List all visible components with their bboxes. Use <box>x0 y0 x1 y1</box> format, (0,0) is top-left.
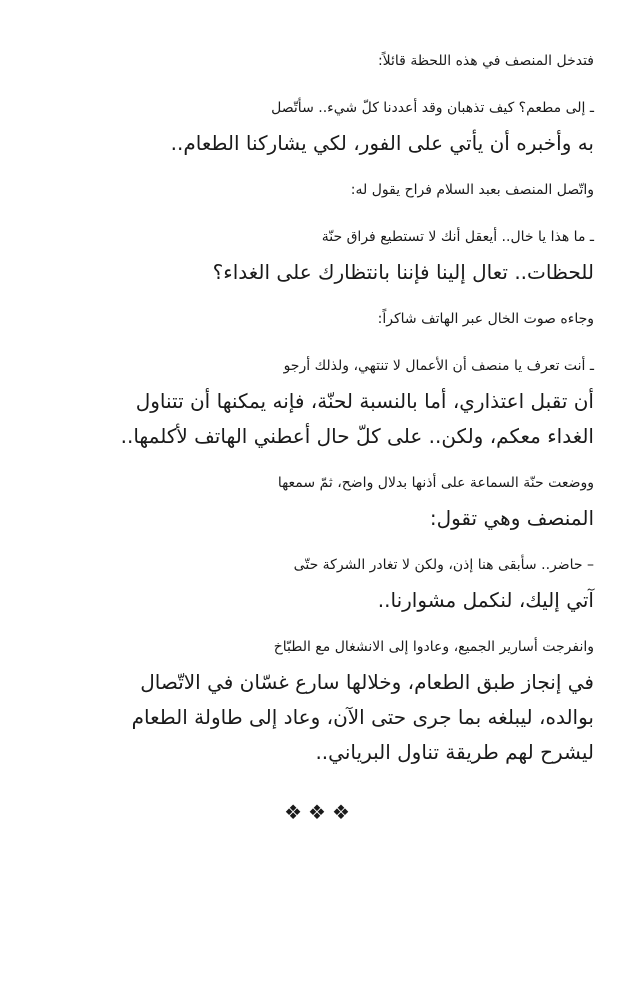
text-line: وجاءه صوت الخال عبر الهاتف شاكراً: <box>377 311 594 327</box>
paragraph-p6 <box>22 349 618 454</box>
paragraph-p8 <box>22 548 618 618</box>
text-line: بوالده، ليبلغه بما جرى حتى الآن، وعاد إلى طاولة الطعام <box>131 705 594 729</box>
text-line: واتّصل المنصف بعبد السلام فراح يقول له: <box>350 182 594 198</box>
paragraph-p1 <box>22 44 618 79</box>
paragraph-p2 <box>22 91 618 161</box>
text-line: ـ أنت تعرف يا منصف أن الأعمال لا تنتهي، ولذلك أرجو <box>283 358 594 374</box>
text-line: وانفرجت أسارير الجميع، وعادوا إلى الانشغال مع الطبّاخ <box>273 639 594 655</box>
text-line: المنصف وهي تقول: <box>429 506 594 530</box>
text-line: فتدخل المنصف في هذه اللحظة قائلاً: <box>377 53 594 69</box>
text-line: ـ ما هذا يا خال.. أيعقل أنك لا تستطيع فراق حنّة <box>321 229 594 245</box>
paragraph-p9 <box>22 630 618 770</box>
text-line: ليشرح لهم طريقة تناول البرياني.. <box>315 740 594 764</box>
paragraph-p3 <box>22 173 618 208</box>
section-break-ornament: ❖❖❖ <box>284 800 356 824</box>
text-line: في إنجاز طبق الطعام، وخلالها سارع غسّان في الاتّصال <box>140 670 594 694</box>
page-text <box>22 44 618 782</box>
text-line: – حاضر.. سأبقى هنا إذن، ولكن لا تغادر الشركة حتّى <box>293 557 594 573</box>
text-line: أن تقبل اعتذاري، أما بالنسبة لحنّة، فإنه يمكنها أن تتناول <box>135 389 594 413</box>
paragraph-p7 <box>22 466 618 536</box>
paragraph-p4 <box>22 220 618 290</box>
text-line: آتي إليك، لنكمل مشوارنا.. <box>377 588 594 612</box>
text-line: ـ إلى مطعم؟ كيف تذهبان وقد أعددنا كلّ شيء.. سأتّصل <box>271 100 594 116</box>
text-line: ووضعت حنّة السماعة على أذنها بدلال واضح، ثمّ سمعها <box>277 475 594 491</box>
text-line: الغداء معكم، ولكن.. على كلّ حال أعطني الهاتف لأكلمها.. <box>120 424 594 448</box>
text-line: به وأخبره أن يأتي على الفور، لكي يشاركنا الطعام.. <box>170 131 594 155</box>
paragraph-p5 <box>22 302 618 337</box>
text-line: للحظات.. تعال إلينا فإننا بانتظارك على الغداء؟ <box>212 260 594 284</box>
